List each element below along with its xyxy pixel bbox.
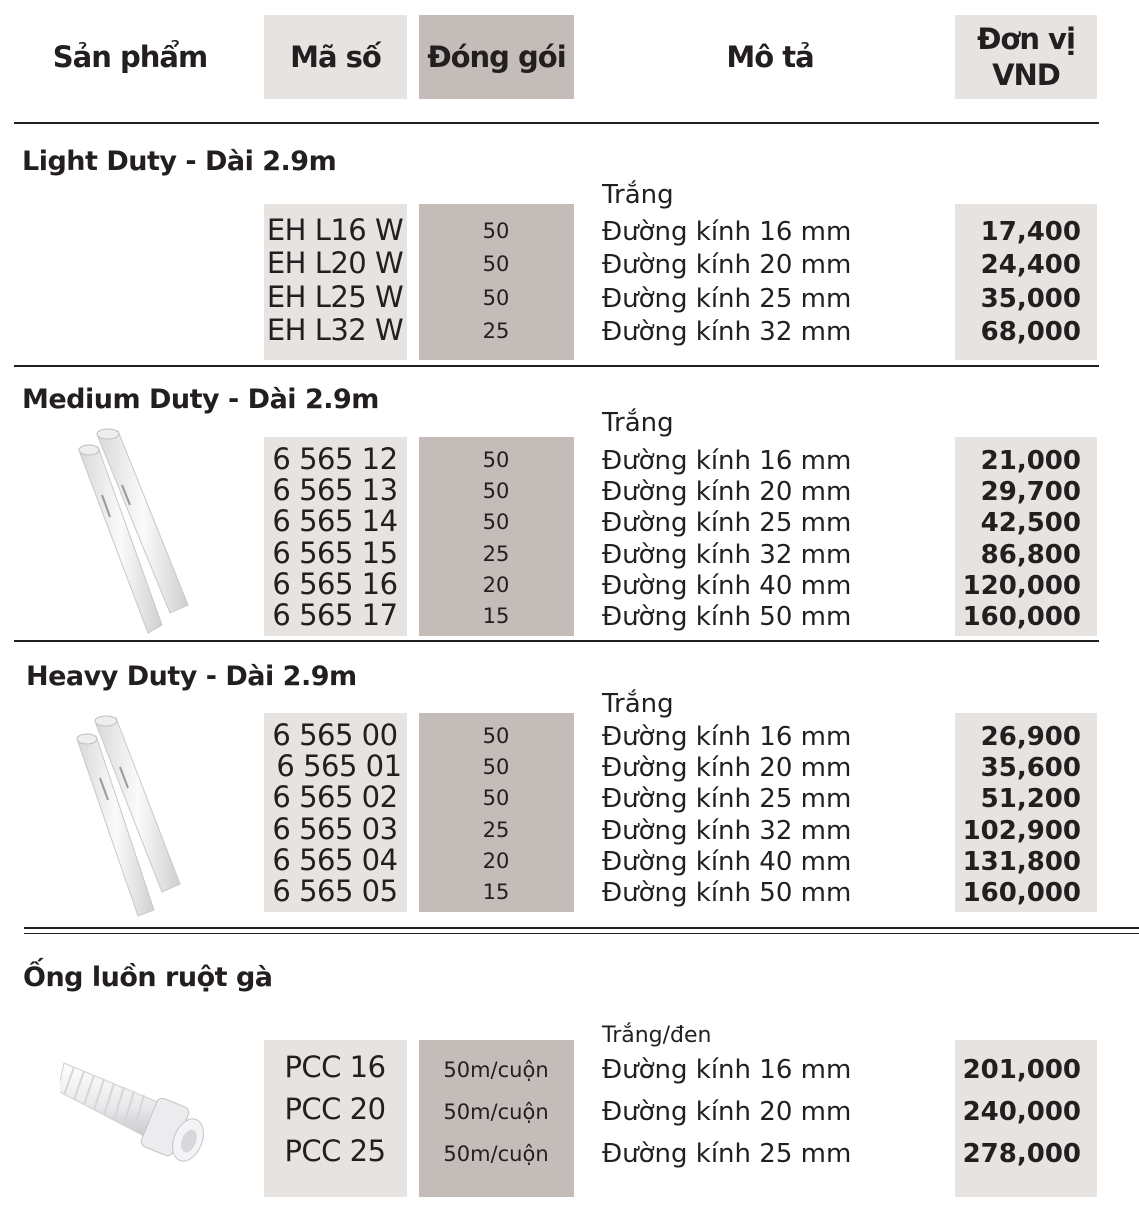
color-label: Trắng [602, 180, 674, 210]
unit-price: 201,000 [962, 1055, 1081, 1085]
description: Đường kính 25 mm [602, 1139, 852, 1169]
divider [24, 927, 1139, 929]
packing-qty: 50 [482, 724, 510, 748]
flexible-conduit-image [60, 1045, 210, 1170]
unit-price: 29,700 [980, 477, 1081, 507]
unit-price: 24,400 [980, 250, 1081, 280]
product-code: EH L20 W [266, 246, 404, 280]
description: Đường kính 20 mm [602, 250, 852, 280]
unit-price: 102,900 [962, 816, 1081, 846]
header-code [264, 15, 407, 99]
header-description-label: Mô tả [726, 40, 814, 74]
packing-qty: 50 [482, 286, 510, 310]
section-title-medium-duty: Medium Duty - Dài 2.9m [22, 384, 379, 415]
packing-qty: 50 [482, 448, 510, 472]
header-product [20, 15, 240, 99]
unit-price: 160,000 [962, 878, 1081, 908]
description: Đường kính 32 mm [602, 317, 852, 347]
packing-qty: 50m/cuộn [443, 1058, 549, 1082]
product-code: EH L32 W [266, 313, 404, 347]
product-code: 6 565 12 [272, 442, 398, 476]
description: Đường kính 20 mm [602, 753, 852, 783]
straight-pipe-image [70, 425, 195, 637]
unit-price: 51,200 [980, 784, 1081, 814]
packing-qty: 25 [482, 818, 510, 842]
unit-price: 86,800 [980, 540, 1081, 570]
unit-price: 68,000 [980, 317, 1081, 347]
product-code: 6 565 05 [272, 874, 398, 908]
unit-price: 160,000 [962, 602, 1081, 632]
section-title-flexible-conduit: Ống luồn ruột gà [23, 962, 273, 993]
header-code-label: Mã số [290, 40, 381, 74]
packing-qty: 50 [482, 219, 510, 243]
header-unit [955, 15, 1097, 99]
packing-qty: 25 [482, 542, 510, 566]
unit-price: 131,800 [962, 847, 1081, 877]
packing-qty: 15 [482, 604, 510, 628]
packing-qty: 25 [482, 319, 510, 343]
unit-price: 35,600 [980, 753, 1081, 783]
product-code: PCC 20 [284, 1092, 386, 1126]
packing-qty: 20 [482, 573, 510, 597]
header-packing-label: Đóng gói [427, 40, 566, 74]
description: Đường kính 32 mm [602, 816, 852, 846]
packing-qty: 50 [482, 479, 510, 503]
product-code: 6 565 03 [272, 812, 398, 846]
description: Đường kính 16 mm [602, 446, 852, 476]
product-code: 6 565 15 [272, 536, 398, 570]
product-code: PCC 25 [284, 1134, 386, 1168]
packing-qty: 15 [482, 880, 510, 904]
packing-qty: 50m/cuộn [443, 1142, 549, 1166]
product-code: 6 565 17 [272, 598, 398, 632]
description: Đường kính 40 mm [602, 847, 852, 877]
color-label: Trắng/đen [602, 1023, 712, 1048]
divider [14, 640, 1099, 642]
product-code: 6 565 16 [272, 567, 398, 601]
description: Đường kính 25 mm [602, 508, 852, 538]
product-code: 6 565 00 [272, 718, 398, 752]
product-code: PCC 16 [284, 1050, 386, 1084]
description: Đường kính 20 mm [602, 1097, 852, 1127]
product-code: 6 565 13 [272, 473, 398, 507]
header-unit-line2: VND [992, 58, 1060, 92]
packing-qty: 20 [482, 849, 510, 873]
product-code: EH L25 W [266, 280, 404, 314]
straight-pipe-image [70, 712, 185, 917]
product-code: 6 565 02 [272, 780, 398, 814]
description: Đường kính 16 mm [602, 217, 852, 247]
unit-price: 35,000 [980, 284, 1081, 314]
description: Đường kính 50 mm [602, 878, 852, 908]
unit-price: 21,000 [980, 446, 1081, 476]
unit-price: 26,900 [980, 722, 1081, 752]
packing-qty: 50 [482, 510, 510, 534]
description: Đường kính 20 mm [602, 477, 852, 507]
section-title-light-duty: Light Duty - Dài 2.9m [22, 146, 337, 177]
packing-qty: 50m/cuộn [443, 1100, 549, 1124]
description: Đường kính 32 mm [602, 540, 852, 570]
section-title-heavy-duty: Heavy Duty - Dài 2.9m [26, 661, 357, 692]
header-unit-line1: Đơn vị [977, 21, 1075, 56]
description: Đường kính 25 mm [602, 784, 852, 814]
header-packing [419, 15, 574, 99]
color-label: Trắng [602, 408, 674, 438]
unit-price: 240,000 [962, 1097, 1081, 1127]
description: Đường kính 16 mm [602, 722, 852, 752]
header-product-label: Sản phẩm [52, 40, 208, 74]
header-description [660, 15, 880, 99]
packing-qty: 50 [482, 786, 510, 810]
color-label: Trắng [602, 689, 674, 719]
unit-price: 278,000 [962, 1139, 1081, 1169]
packing-qty: 50 [482, 755, 510, 779]
description: Đường kính 25 mm [602, 284, 852, 314]
divider [24, 933, 1139, 934]
description: Đường kính 16 mm [602, 1055, 852, 1085]
packing-qty: 50 [482, 252, 510, 276]
unit-price: 120,000 [962, 571, 1081, 601]
divider [14, 122, 1099, 124]
product-code: 6 565 01 [276, 749, 402, 783]
description: Đường kính 50 mm [602, 602, 852, 632]
product-code: EH L16 W [266, 213, 404, 247]
unit-price: 17,400 [980, 217, 1081, 247]
unit-price: 42,500 [980, 508, 1081, 538]
product-code: 6 565 04 [272, 843, 398, 877]
divider [14, 365, 1099, 367]
description: Đường kính 40 mm [602, 571, 852, 601]
product-code: 6 565 14 [272, 504, 398, 538]
